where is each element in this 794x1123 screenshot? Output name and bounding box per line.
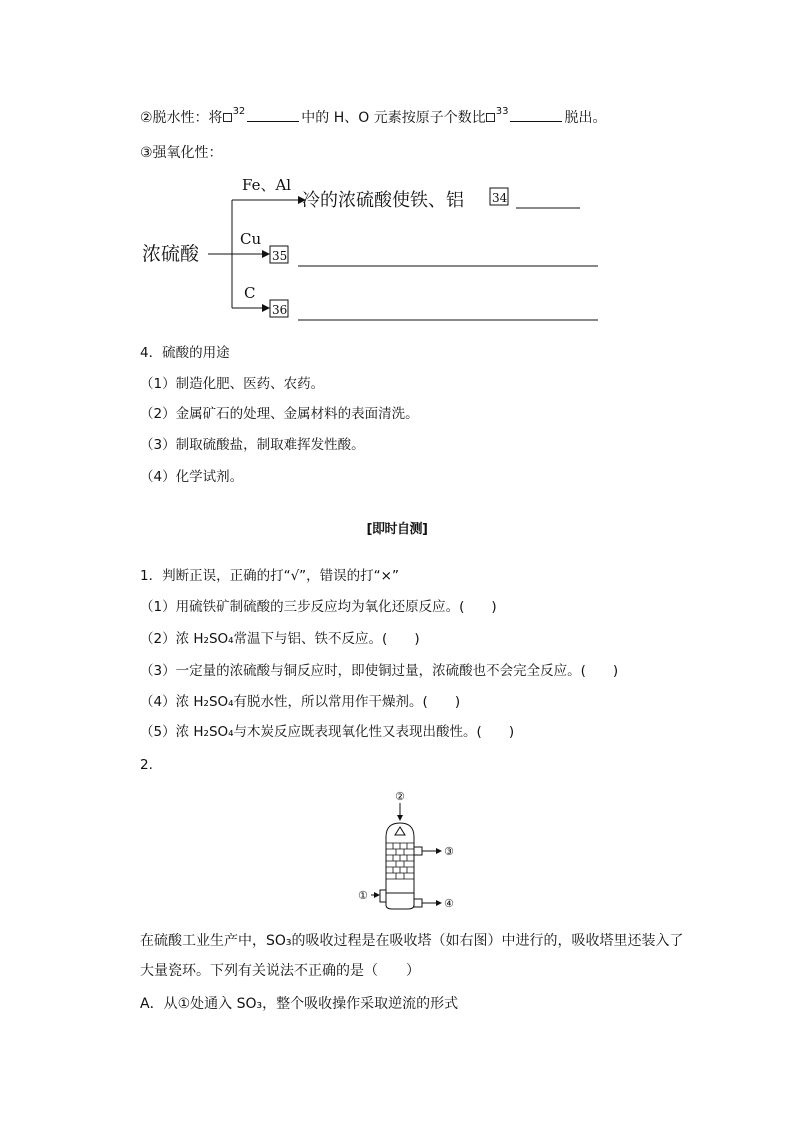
inlet-1-nozzle <box>380 890 386 902</box>
section-title: [即时自测] <box>366 522 428 537</box>
answer-blank-33[interactable] <box>510 109 562 122</box>
box-number-36: 36 <box>272 303 288 317</box>
uses-title: 4．硫酸的用途 <box>140 345 230 361</box>
branch-cu-label: Cu <box>240 230 262 248</box>
tower-bottom <box>386 893 414 909</box>
uses-item-1: （1）制造化肥、医药、农药。 <box>140 376 325 392</box>
outlet-3-nozzle <box>414 847 422 855</box>
q1-item-1: （1）用硫铁矿制硫酸的三步反应均为氧化还原反应。( ) <box>140 599 497 615</box>
blank-number-33: 33 <box>495 106 509 117</box>
tower-label-4: ④ <box>444 897 454 910</box>
sprayer-icon <box>395 827 405 835</box>
arrow-head-icon <box>262 304 270 312</box>
q2-number: 2. <box>140 757 153 773</box>
dehydration-prefix: ②脱水性：将 <box>140 110 223 126</box>
tower-label-2: ② <box>395 790 405 803</box>
q2-text-line-1: 在硫酸工业生产中，SO₃的吸收过程是在吸收塔（如右图）中进行的，吸收塔里还装入了 <box>140 933 684 949</box>
q1-stem: 1．判断正误，正确的打“√”，错误的打“×” <box>140 568 399 584</box>
tower-label-1: ① <box>358 889 368 902</box>
absorption-tower-figure <box>352 787 472 915</box>
answer-box-33 <box>486 113 495 122</box>
arrow-head-icon <box>262 250 270 258</box>
q1-item-2: （2）浓 H₂SO₄常温下与铝、铁不反应。( ) <box>140 631 420 647</box>
answer-blank-32[interactable] <box>247 109 299 122</box>
arrow-head-icon <box>436 900 442 906</box>
branch-c-label: C <box>244 284 256 302</box>
box-number-35: 35 <box>272 249 288 263</box>
tower-label-3: ③ <box>444 845 454 858</box>
q1-item-4: （4）浓 H₂SO₄有脱水性，所以常用作干燥剂。( ) <box>140 694 461 710</box>
oxidation-diagram <box>140 168 610 328</box>
dehydration-suffix: 脱出。 <box>564 110 607 126</box>
q1-item-5: （5）浓 H₂SO₄与木炭反应既表现氧化性又表现出酸性。( ) <box>140 724 515 740</box>
dehydration-mid: 中的 H、O 元素按原子个数比 <box>301 110 486 126</box>
branch-fe-al-label: Fe、Al <box>242 176 292 194</box>
uses-item-2: （2）金属矿石的处理、金属材料的表面清洗。 <box>140 406 419 422</box>
arrow-head-icon <box>397 815 403 821</box>
arrow-head-icon <box>374 892 380 898</box>
outlet-4-nozzle <box>414 899 422 907</box>
diagram-main-label: 浓硫酸 <box>142 243 200 265</box>
branch-1-text: 冷的浓硫酸使铁、铝 <box>302 190 464 211</box>
q2-option-a: A．从①处通入 SO₃，整个吸收操作采取逆流的形式 <box>140 996 459 1012</box>
tower-packing <box>386 843 414 879</box>
uses-item-4: （4）化学试剂。 <box>140 469 244 485</box>
q1-item-3: （3）一定量的浓硫酸与铜反应时，即使铜过量，浓硫酸也不会完全反应。( ) <box>140 663 619 679</box>
blank-number-32: 32 <box>232 106 246 117</box>
q2-text-line-2: 大量瓷环。下列有关说法不正确的是（ ） <box>140 963 420 979</box>
answer-box-32 <box>223 113 232 122</box>
box-number-34: 34 <box>492 191 508 205</box>
dehydration-line <box>140 108 606 130</box>
oxidation-title: ③强氧化性： <box>140 145 223 161</box>
uses-item-3: （3）制取硫酸盐，制取难挥发性酸。 <box>140 437 365 453</box>
arrow-head-icon <box>436 848 442 854</box>
